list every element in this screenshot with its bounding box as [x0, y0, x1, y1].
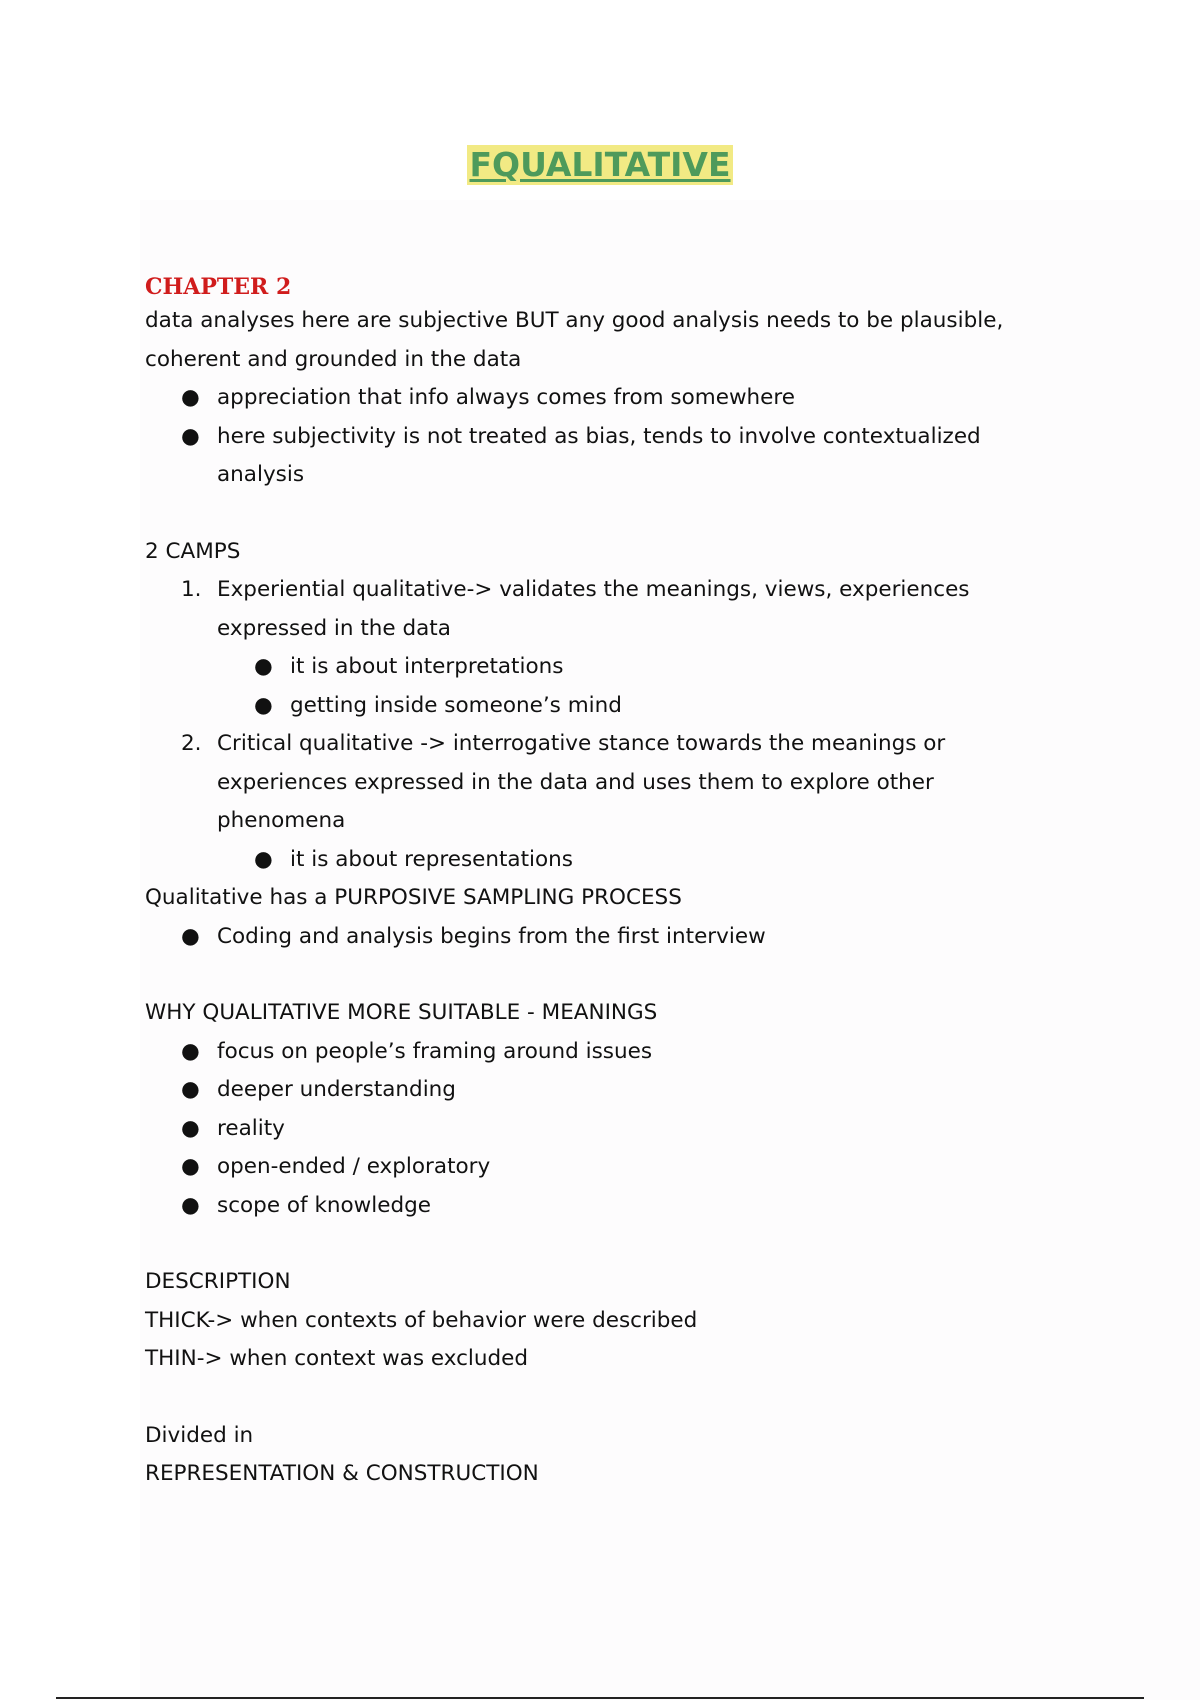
list-item [145, 918, 1045, 957]
list-item-text: deeper understanding [217, 1077, 456, 1102]
description-heading: DESCRIPTION [145, 1269, 291, 1294]
list-number: 1. [181, 577, 202, 602]
list-item [145, 1187, 1045, 1226]
list-item-text: Experiential qualitative-> validates the meanings, views, experiences [217, 577, 970, 602]
list-item [145, 1071, 1045, 1110]
list-item [145, 418, 1045, 495]
list-item [145, 1033, 1045, 1072]
document-body [145, 272, 1045, 1494]
list-item-text: phenomena [217, 808, 346, 833]
list-item-text: open-ended / exploratory [217, 1154, 491, 1179]
list-item-text: Critical qualitative -> interrogative stance towards the meanings or [217, 731, 946, 756]
divided-items: REPRESENTATION & CONSTRUCTION [145, 1461, 539, 1486]
bullet-icon: ● [254, 846, 273, 872]
bullet-icon: ● [254, 654, 273, 679]
page-title: FQUALITATIVE [469, 145, 731, 184]
thick-line: THICK-> when contexts of behavior were described [145, 1307, 698, 1333]
camps-heading: 2 CAMPS [145, 538, 241, 564]
camp-item [145, 571, 1045, 648]
thin-line: THIN-> when context was excluded [145, 1346, 529, 1371]
bullet-icon: ● [181, 923, 200, 949]
list-item-text: expressed in the data [217, 615, 451, 641]
list-item-text: Coding and analysis begins from the first interview [217, 923, 766, 949]
intro-line: data analyses here are subjective BUT any good analysis needs to be plausible, [145, 308, 1004, 333]
list-item-text: here subjectivity is not treated as bias, tends to involve contextualized [217, 423, 981, 449]
camp2-sublist [145, 841, 1045, 880]
list-item-text: analysis [217, 462, 305, 487]
camp1-sublist [145, 648, 1045, 725]
page-bottom-rule [56, 1697, 1144, 1699]
chapter-heading: CHAPTER 2 [145, 274, 292, 300]
title-wrap [0, 145, 1200, 185]
list-item [145, 1148, 1045, 1187]
list-item [145, 1110, 1045, 1149]
list-item-text: getting inside someone’s mind [290, 692, 622, 718]
list-item-text: reality [217, 1115, 285, 1141]
list-item-text: appreciation that info always comes from somewhere [217, 385, 795, 410]
bullet-icon: ● [181, 1077, 200, 1102]
list-item-text: focus on people’s framing around issues [217, 1038, 653, 1064]
list-item [145, 648, 1045, 687]
bullet-icon: ● [181, 385, 200, 410]
camps-list [145, 571, 1045, 648]
intro-list [145, 379, 1045, 495]
bullet-icon: ● [181, 1115, 200, 1141]
divided-line: Divided in [145, 1422, 254, 1448]
bullet-icon: ● [181, 1192, 200, 1218]
why-heading: WHY QUALITATIVE MORE SUITABLE - MEANINGS [145, 1000, 658, 1025]
camps-list-2 [145, 725, 1045, 841]
list-item-text: it is about representations [290, 846, 573, 872]
sampling-line: Qualitative has a PURPOSIVE SAMPLING PROCESS [145, 885, 682, 910]
list-item-text: experiences expressed in the data and uses them to explore other [217, 769, 934, 795]
sampling-list [145, 918, 1045, 957]
bullet-icon: ● [181, 1038, 200, 1064]
list-item-text: it is about interpretations [290, 654, 564, 679]
camp-item [145, 725, 1045, 841]
list-item [145, 379, 1045, 418]
list-item-text: scope of knowledge [217, 1192, 431, 1218]
list-number: 2. [181, 731, 202, 756]
bullet-icon: ● [181, 423, 200, 449]
why-list [145, 1033, 1045, 1226]
list-item [145, 841, 1045, 880]
intro-line: coherent and grounded in the data [145, 346, 522, 372]
bullet-icon: ● [254, 692, 273, 718]
list-item [145, 687, 1045, 726]
bullet-icon: ● [181, 1154, 200, 1179]
